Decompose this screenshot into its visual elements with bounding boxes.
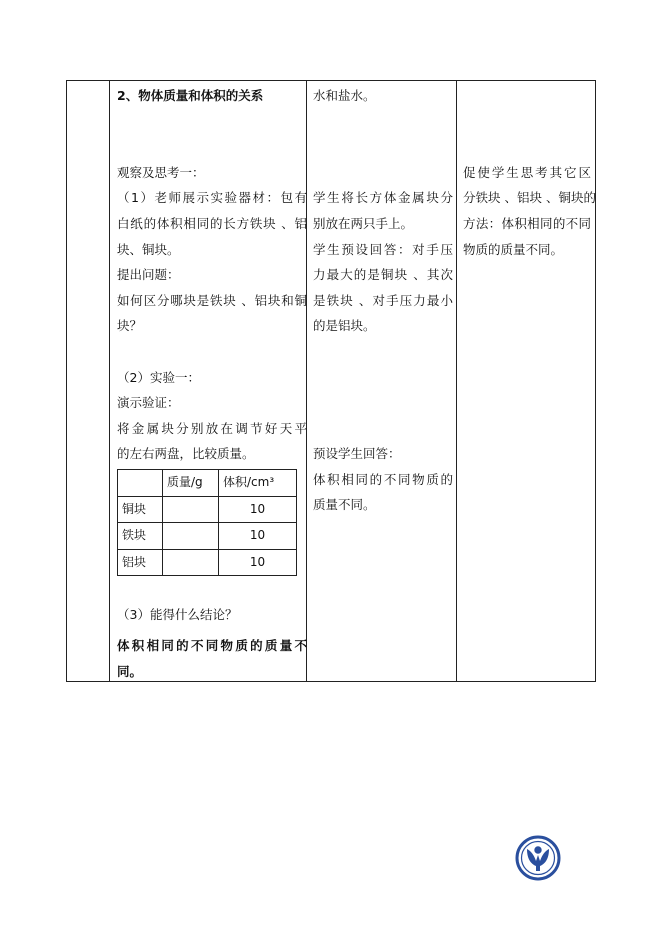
section-heading: 2、物体质量和体积的关系 (117, 88, 264, 103)
table-row (118, 523, 297, 550)
question-line: 如何区分哪块是铁块 、铝块和铜 (117, 292, 307, 308)
table-row (118, 549, 297, 576)
volume-value: 10 (219, 549, 297, 576)
teacher-activity-cell (117, 83, 307, 685)
logo-head (535, 847, 541, 853)
school-logo-icon (515, 835, 561, 881)
step1-line: 块、铜块。 (117, 241, 180, 257)
table-header-row (118, 469, 297, 496)
intent-line: 方法：体积相同的不同 (463, 215, 591, 231)
metal-name: 铜块 (118, 496, 163, 523)
student-activity-cell (313, 83, 453, 518)
mass-value (163, 496, 219, 523)
step1-line: （1）老师展示实验器材：包有 (117, 190, 307, 206)
column-divider (456, 81, 457, 681)
answer-label: 预设学生回答： (313, 445, 401, 461)
step1-line: 白纸的体积相同的长方铁块 、铝 (117, 215, 307, 231)
lesson-table (66, 80, 596, 682)
demo-line: 将金属块分别放在调节好天平 (117, 420, 307, 436)
mass-value (163, 549, 219, 576)
table-header-cell (118, 469, 163, 496)
measurement-table (117, 469, 297, 576)
volume-value: 10 (219, 523, 297, 550)
intent-line: 促使学生思考其它区 (463, 164, 591, 180)
metal-name: 铝块 (118, 549, 163, 576)
observe-title: 观察及思考一： (117, 164, 205, 180)
question-line: 块？ (117, 318, 143, 334)
col2-top-line: 水和盐水。 (313, 88, 376, 103)
intent-line: 物质的质量不同。 (463, 241, 564, 257)
column-divider (109, 81, 110, 681)
conclusion-line: 体积相同的不同物质的质量不 (117, 638, 307, 654)
predict-line: 是铁块 、对手压力最小 (313, 292, 453, 308)
demo-line: 的左右两盘，比较质量。 (117, 446, 255, 462)
volume-value: 10 (219, 496, 297, 523)
intent-line: 分铁块 、铝块 、铜块的 (463, 190, 596, 206)
design-intent-cell (463, 83, 596, 262)
step3-label: （3）能得什么结论？ (117, 606, 238, 622)
student-line: 别放在两只手上。 (313, 215, 414, 231)
predict-line: 的是铝块。 (313, 318, 376, 334)
conclusion-line: 同。 (117, 664, 143, 680)
table-row (118, 496, 297, 523)
metal-name: 铁块 (118, 523, 163, 550)
question-label: 提出问题： (117, 267, 180, 283)
mass-value (163, 523, 219, 550)
table-header-cell: 质量/g (163, 469, 219, 496)
predict-line: 力最大的是铜块 、其次 (313, 267, 453, 283)
predict-line: 学生预设回答：对手压 (313, 241, 453, 257)
student-line: 学生将长方体金属块分 (313, 190, 453, 206)
answer-line: 质量不同。 (313, 497, 376, 513)
demo-label: 演示验证： (117, 395, 180, 411)
answer-line: 体积相同的不同物质的 (313, 471, 453, 487)
table-header-cell: 体积/cm³ (219, 469, 297, 496)
step2-label: （2）实验一： (117, 369, 200, 385)
